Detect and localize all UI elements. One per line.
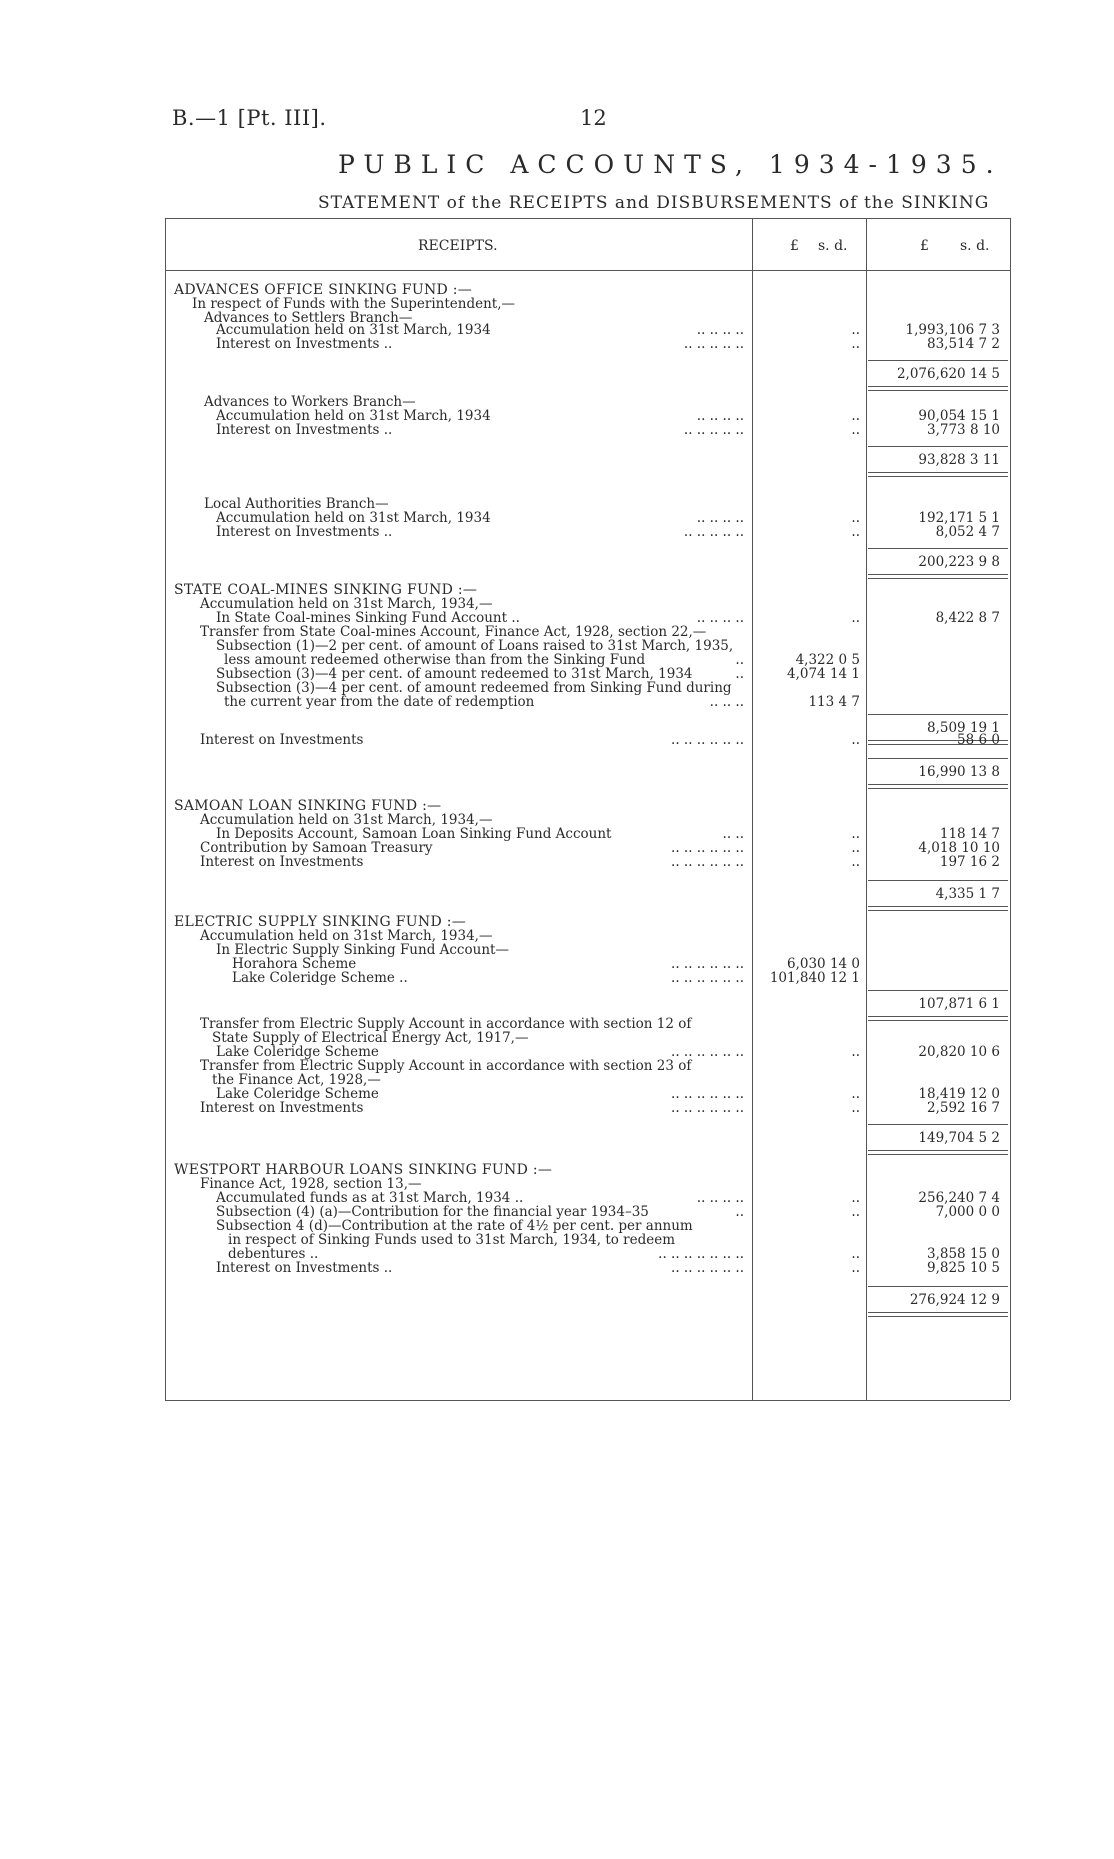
row-subamount: .. bbox=[851, 1260, 860, 1276]
table-row bbox=[0, 1130, 1114, 1146]
row-label: Subsection (3)—4 per cent. of amount redeemed to 31st March, 1934 bbox=[216, 666, 693, 682]
row-label: Transfer from Electric Supply Account in accordance with section 12 of bbox=[200, 1016, 692, 1032]
table-row bbox=[0, 886, 1114, 902]
row-subamount: .. bbox=[851, 610, 860, 626]
row-leader-dots: .. .. .. .. .. .. bbox=[671, 854, 744, 870]
row-label: Subsection (1)—2 per cent. of amount of Loans raised to 31st March, 1935, bbox=[216, 638, 734, 654]
row-amount: 16,990 13 8 bbox=[918, 764, 1000, 780]
row-subamount: .. bbox=[851, 1044, 860, 1060]
row-leader-dots: .. .. .. bbox=[709, 694, 744, 710]
table-row bbox=[0, 764, 1114, 780]
row-label: Accumulation held on 31st March, 1934,— bbox=[200, 812, 493, 828]
col-header-receipts: RECEIPTS. bbox=[418, 238, 498, 254]
row-label: debentures .. bbox=[228, 1246, 319, 1262]
row-amount: 20,820 10 6 bbox=[918, 1044, 1000, 1060]
col-header-sd-total: s. d. bbox=[960, 238, 990, 254]
subtotal-rule bbox=[868, 880, 1008, 881]
row-leader-dots: .. bbox=[735, 1204, 744, 1220]
row-amount: 4,335 1 7 bbox=[935, 886, 1000, 902]
row-leader-dots: .. .. .. .. .. bbox=[683, 422, 744, 438]
row-label: In Electric Supply Sinking Fund Account— bbox=[216, 942, 509, 958]
row-label: Interest on Investments .. bbox=[216, 524, 393, 540]
total-double-rule bbox=[868, 1150, 1008, 1155]
row-label: Finance Act, 1928, section 13,— bbox=[200, 1176, 422, 1192]
subtotal-rule bbox=[868, 548, 1008, 549]
table-row bbox=[0, 1260, 1114, 1276]
table-row bbox=[0, 854, 1114, 870]
row-subamount: .. bbox=[851, 1204, 860, 1220]
row-subamount: 113 4 7 bbox=[808, 694, 860, 710]
row-label: WESTPORT HARBOUR LOANS SINKING FUND :— bbox=[174, 1162, 553, 1178]
row-subamount: .. bbox=[851, 422, 860, 438]
table-row bbox=[0, 732, 1114, 748]
total-double-rule bbox=[868, 472, 1008, 477]
row-amount: 8,422 8 7 bbox=[935, 610, 1000, 626]
row-label: Interest on Investments bbox=[200, 732, 364, 748]
row-leader-dots: .. .. .. .. .. .. bbox=[671, 732, 744, 748]
row-leader-dots: .. .. .. .. bbox=[696, 1190, 744, 1206]
row-label: Subsection (3)—4 per cent. of amount redeemed from Sinking Fund during bbox=[216, 680, 732, 696]
row-leader-dots: .. .. .. .. .. .. bbox=[671, 840, 744, 856]
row-subamount: 101,840 12 1 bbox=[769, 970, 860, 986]
row-amount: 93,828 3 11 bbox=[918, 452, 1000, 468]
table-row bbox=[0, 1292, 1114, 1308]
table-bottom-rule bbox=[165, 1400, 1010, 1401]
header-bottom-rule bbox=[165, 270, 1010, 271]
row-leader-dots: .. .. .. .. bbox=[696, 408, 744, 424]
row-leader-dots: .. .. .. .. bbox=[696, 322, 744, 338]
row-amount: 8,509 19 1 bbox=[927, 720, 1000, 736]
row-label: State Supply of Electrical Energy Act, 1917,— bbox=[212, 1030, 529, 1046]
col-header-pounds-total: £ bbox=[920, 238, 929, 254]
row-leader-dots: .. .. .. .. .. .. bbox=[671, 1086, 744, 1102]
subtotal-rule bbox=[868, 446, 1008, 447]
document-reference: B.—1 [Pt. III]. bbox=[172, 106, 327, 130]
row-leader-dots: .. .. .. .. bbox=[696, 510, 744, 526]
subtotal-rule bbox=[868, 758, 1008, 759]
table-row bbox=[0, 524, 1114, 540]
row-label: Accumulation held on 31st March, 1934 bbox=[216, 408, 491, 424]
row-amount: 3,858 15 0 bbox=[927, 1246, 1000, 1262]
row-label: Subsection 4 (d)—Contribution at the rate of 4½ per cent. per annum bbox=[216, 1218, 693, 1234]
row-label: Subsection (4) (a)—Contribution for the financial year 1934–35 bbox=[216, 1204, 649, 1220]
statement-subtitle: STATEMENT of the RECEIPTS and DISBURSEMENTS of the SINKING bbox=[318, 193, 990, 213]
table-row bbox=[0, 694, 1114, 710]
row-label: SAMOAN LOAN SINKING FUND :— bbox=[174, 798, 442, 814]
page-title: PUBLIC ACCOUNTS, 1934-1935. bbox=[338, 150, 1003, 179]
row-label: Lake Coleridge Scheme bbox=[216, 1086, 379, 1102]
table-row bbox=[0, 336, 1114, 352]
row-amount: 3,773 8 10 bbox=[927, 422, 1000, 438]
row-subamount: .. bbox=[851, 336, 860, 352]
row-label: Lake Coleridge Scheme bbox=[216, 1044, 379, 1060]
table-top-rule bbox=[165, 218, 1010, 219]
total-double-rule bbox=[868, 906, 1008, 911]
row-label: Accumulation held on 31st March, 1934 bbox=[216, 510, 491, 526]
row-label: Accumulated funds as at 31st March, 1934 .. bbox=[216, 1190, 524, 1206]
subtotal-rule bbox=[868, 1286, 1008, 1287]
row-label: Interest on Investments .. bbox=[216, 336, 393, 352]
row-label: In Deposits Account, Samoan Loan Sinking Fund Account bbox=[216, 826, 612, 842]
table-row bbox=[0, 1100, 1114, 1116]
row-label: Advances to Workers Branch— bbox=[204, 394, 416, 410]
row-subamount: 6,030 14 0 bbox=[787, 956, 860, 972]
row-leader-dots: .. .. .. .. .. .. bbox=[671, 956, 744, 972]
row-label: the Finance Act, 1928,— bbox=[212, 1072, 381, 1088]
page-number: 12 bbox=[580, 106, 607, 130]
row-leader-dots: .. .. .. .. .. .. bbox=[671, 1044, 744, 1060]
row-label: Interest on Investments .. bbox=[216, 1260, 393, 1276]
row-leader-dots: .. .. .. .. .. .. bbox=[671, 1260, 744, 1276]
row-amount: 107,871 6 1 bbox=[918, 996, 1000, 1012]
row-leader-dots: .. .. .. .. .. .. bbox=[671, 970, 744, 986]
row-amount: 2,076,620 14 5 bbox=[896, 366, 1000, 382]
row-amount: 9,825 10 5 bbox=[927, 1260, 1000, 1276]
row-subamount: .. bbox=[851, 1086, 860, 1102]
subtotal-rule bbox=[868, 360, 1008, 361]
row-label: in respect of Sinking Funds used to 31st March, 1934, to redeem bbox=[228, 1232, 676, 1248]
table-row bbox=[0, 422, 1114, 438]
row-amount: 90,054 15 1 bbox=[918, 408, 1000, 424]
row-subamount: .. bbox=[851, 408, 860, 424]
row-label: STATE COAL-MINES SINKING FUND :— bbox=[174, 582, 478, 598]
subtotal-rule bbox=[868, 990, 1008, 991]
row-leader-dots: .. .. .. .. .. .. .. bbox=[658, 1246, 744, 1262]
col-header-sd: s. d. bbox=[818, 238, 848, 254]
row-label: Contribution by Samoan Treasury bbox=[200, 840, 433, 856]
col-header-pounds: £ bbox=[790, 238, 799, 254]
row-leader-dots: .. .. .. .. bbox=[696, 610, 744, 626]
row-label: Horahora Scheme bbox=[232, 956, 357, 972]
row-subamount: 4,322 0 5 bbox=[795, 652, 860, 668]
row-label: Lake Coleridge Scheme .. bbox=[232, 970, 408, 986]
row-label: Advances to Settlers Branch— bbox=[204, 310, 413, 326]
row-label: Transfer from Electric Supply Account in accordance with section 23 of bbox=[200, 1058, 692, 1074]
row-label: Transfer from State Coal-mines Account, Finance Act, 1928, section 22,— bbox=[200, 624, 707, 640]
row-subamount: .. bbox=[851, 322, 860, 338]
row-label: ADVANCES OFFICE SINKING FUND :— bbox=[174, 282, 473, 298]
table-row bbox=[0, 366, 1114, 382]
row-amount: 149,704 5 2 bbox=[918, 1130, 1000, 1146]
row-amount: 118 14 7 bbox=[939, 826, 1000, 842]
subtotal-rule bbox=[868, 1124, 1008, 1125]
subtotal-rule bbox=[868, 714, 1008, 715]
row-leader-dots: .. .. .. .. .. bbox=[683, 336, 744, 352]
row-label: Accumulation held on 31st March, 1934,— bbox=[200, 928, 493, 944]
row-label: Local Authorities Branch— bbox=[204, 496, 389, 512]
row-label: Interest on Investments bbox=[200, 1100, 364, 1116]
row-label: ELECTRIC SUPPLY SINKING FUND :— bbox=[174, 914, 467, 930]
table-row bbox=[0, 996, 1114, 1012]
row-subamount: .. bbox=[851, 1100, 860, 1116]
total-double-rule bbox=[868, 386, 1008, 391]
row-amount: 200,223 9 8 bbox=[918, 554, 1000, 570]
row-subamount: .. bbox=[851, 1190, 860, 1206]
row-subamount: .. bbox=[851, 510, 860, 526]
row-subamount: .. bbox=[851, 840, 860, 856]
row-label: Accumulation held on 31st March, 1934,— bbox=[200, 596, 493, 612]
total-double-rule bbox=[868, 574, 1008, 579]
row-amount: 1,993,106 7 3 bbox=[905, 322, 1000, 338]
row-leader-dots: .. .. .. .. .. bbox=[683, 524, 744, 540]
row-leader-dots: .. .. .. .. .. .. bbox=[671, 1100, 744, 1116]
row-amount: 197 16 2 bbox=[939, 854, 1000, 870]
row-amount: 83,514 7 2 bbox=[927, 336, 1000, 352]
table-row bbox=[0, 970, 1114, 986]
row-label: In respect of Funds with the Superintendent,— bbox=[192, 296, 516, 312]
row-subamount: .. bbox=[851, 732, 860, 748]
table-row bbox=[0, 554, 1114, 570]
total-double-rule bbox=[868, 1312, 1008, 1317]
row-label: the current year from the date of redemption bbox=[224, 694, 535, 710]
row-leader-dots: .. bbox=[735, 666, 744, 682]
row-label: less amount redeemed otherwise than from the Sinking Fund bbox=[224, 652, 646, 668]
row-amount: 18,419 12 0 bbox=[918, 1086, 1000, 1102]
row-amount: 7,000 0 0 bbox=[935, 1204, 1000, 1220]
row-subamount: .. bbox=[851, 524, 860, 540]
row-subamount: .. bbox=[851, 854, 860, 870]
table-row bbox=[0, 452, 1114, 468]
row-amount: 4,018 10 10 bbox=[918, 840, 1000, 856]
row-amount: 2,592 16 7 bbox=[927, 1100, 1000, 1116]
row-amount: 8,052 4 7 bbox=[935, 524, 1000, 540]
row-label: Accumulation held on 31st March, 1934 bbox=[216, 322, 491, 338]
row-amount: 256,240 7 4 bbox=[918, 1190, 1000, 1206]
row-label: In State Coal-mines Sinking Fund Account .. bbox=[216, 610, 520, 626]
row-leader-dots: .. .. bbox=[722, 826, 744, 842]
row-amount: 192,171 5 1 bbox=[918, 510, 1000, 526]
row-amount: 276,924 12 9 bbox=[909, 1292, 1000, 1308]
row-amount: 58 6 0 bbox=[957, 732, 1000, 748]
row-subamount: 4,074 14 1 bbox=[787, 666, 860, 682]
row-subamount: .. bbox=[851, 826, 860, 842]
row-leader-dots: .. bbox=[735, 652, 744, 668]
total-double-rule bbox=[868, 784, 1008, 789]
row-label: Interest on Investments .. bbox=[216, 422, 393, 438]
row-label: Interest on Investments bbox=[200, 854, 364, 870]
row-subamount: .. bbox=[851, 1246, 860, 1262]
